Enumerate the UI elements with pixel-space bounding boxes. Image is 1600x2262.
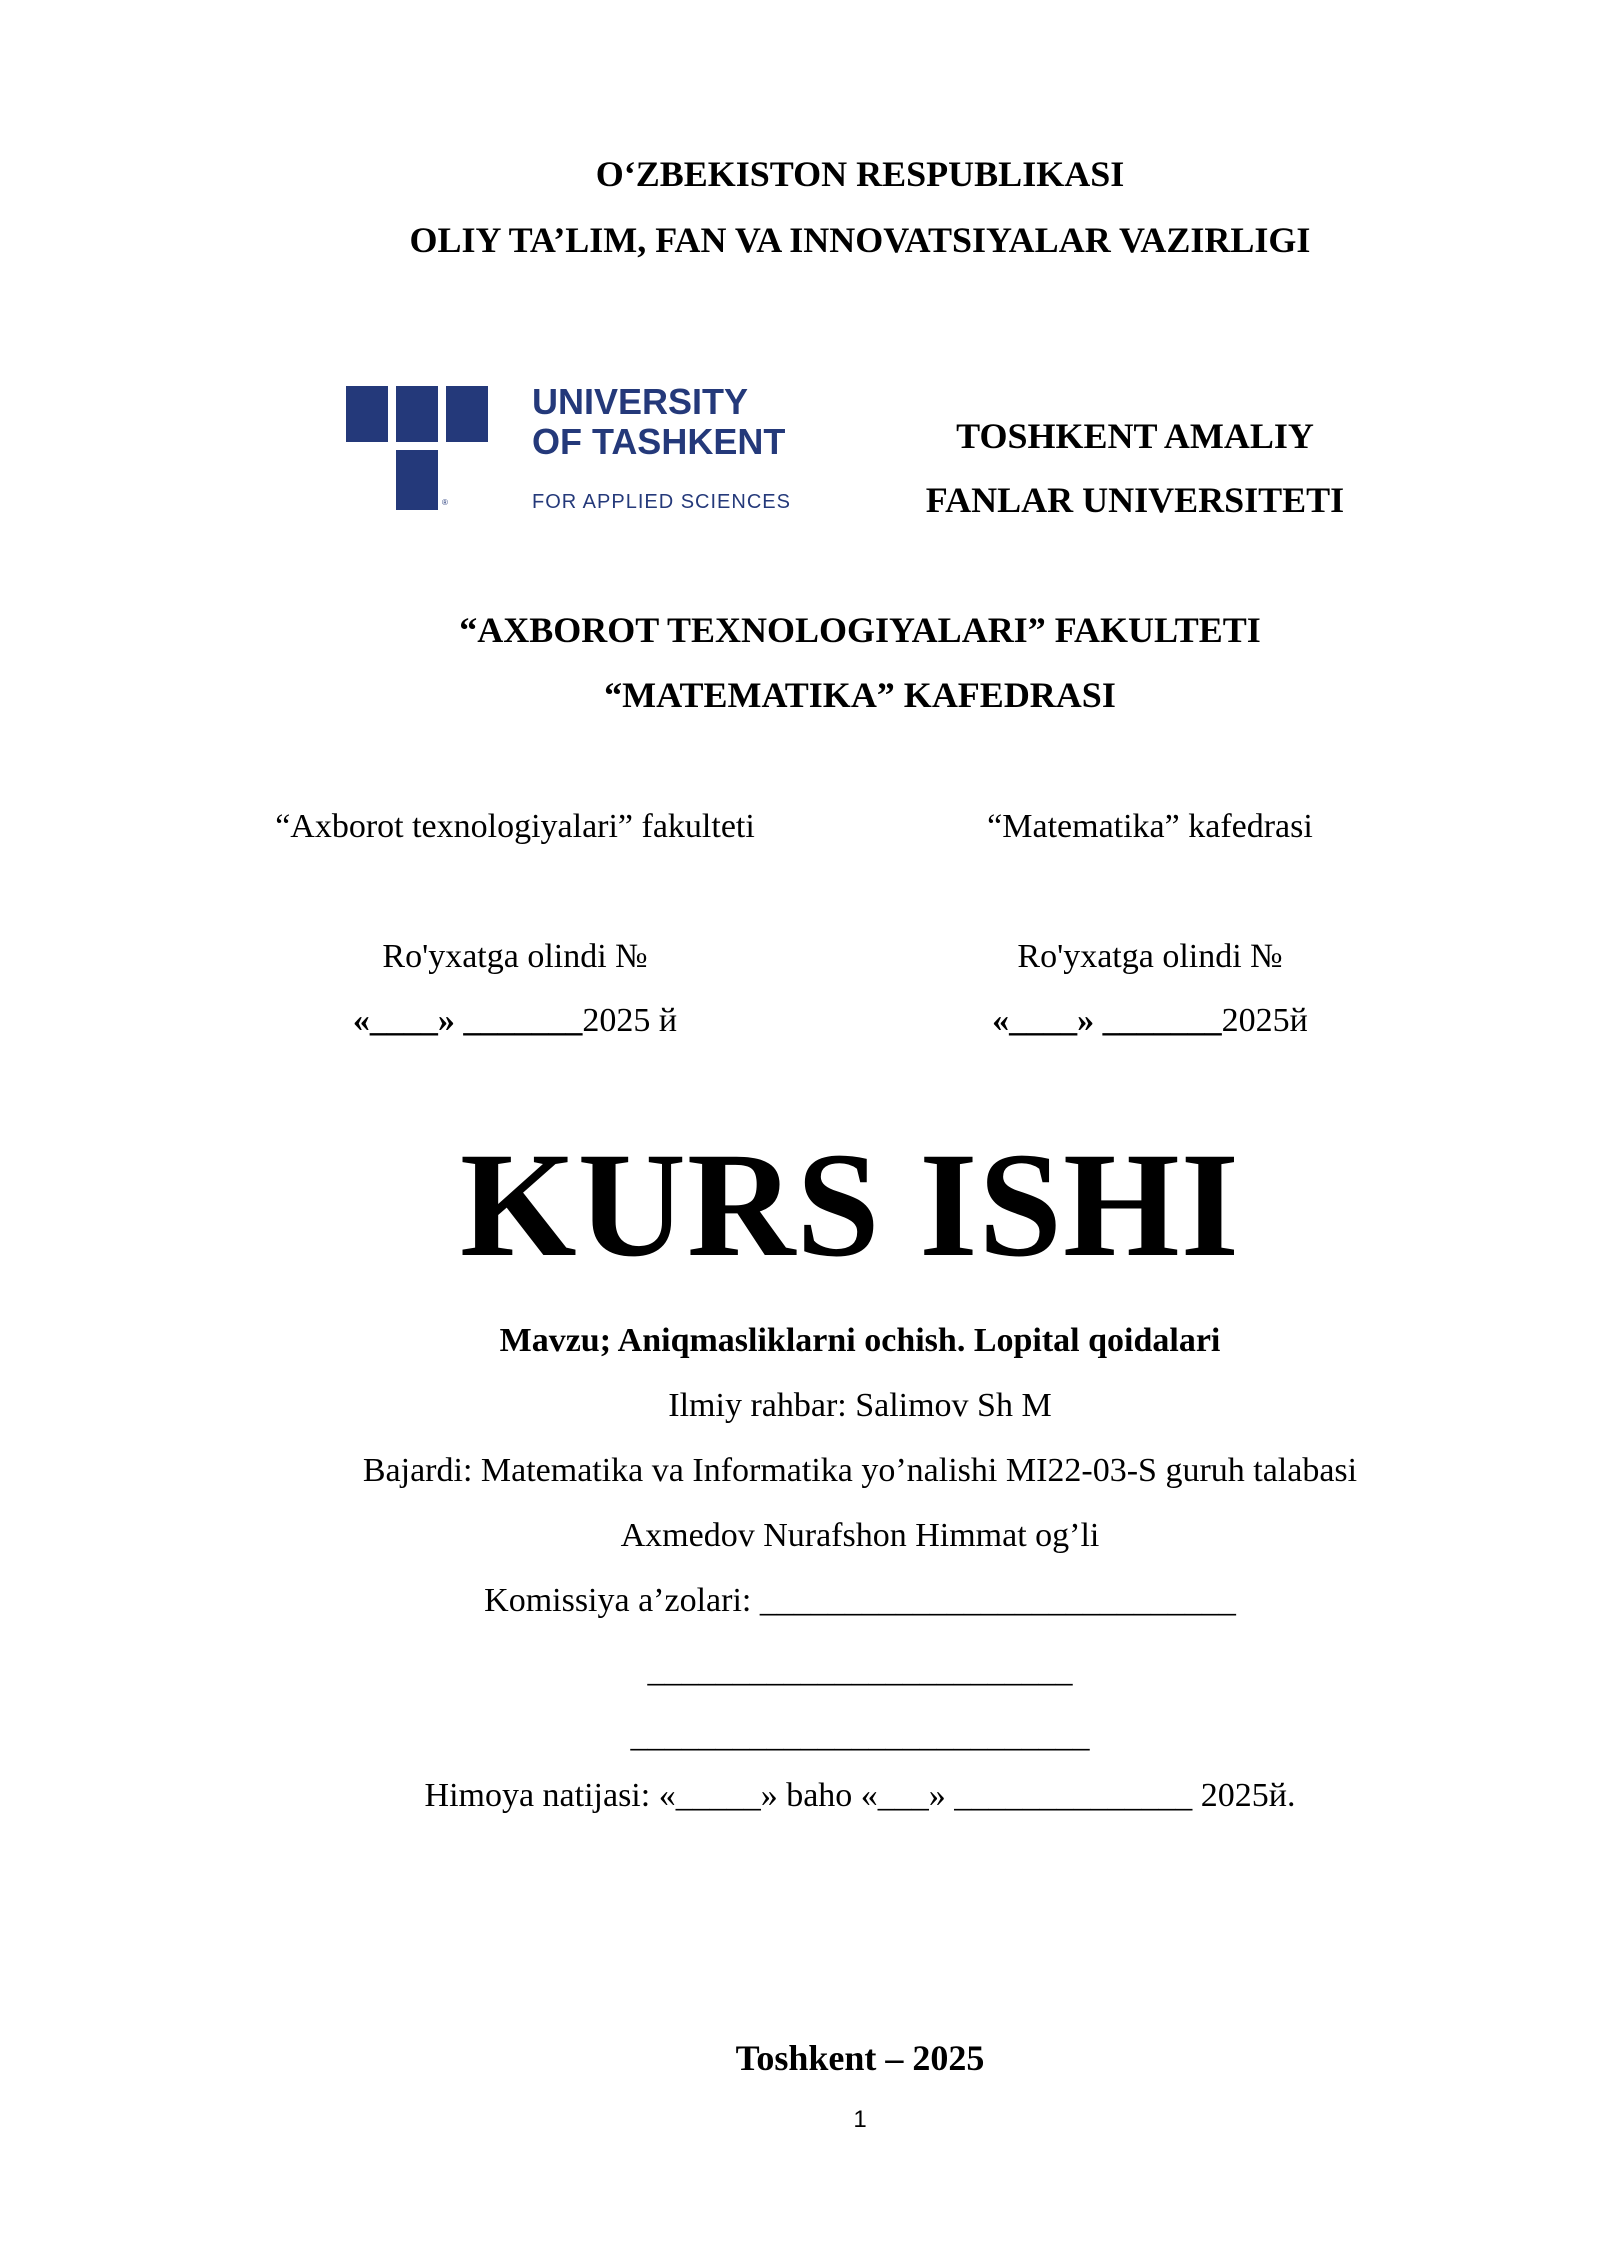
- date-day-blank: ____: [369, 1002, 438, 1039]
- registration-right-unit: “Matematika” kafedrasi: [987, 808, 1313, 845]
- registration-left-label: Ro'yxatga olindi №: [382, 938, 648, 975]
- performed-by: Bajardi: Matematika va Informatika yo’nalishi MI22-03-S guruh talabasi: [362, 1452, 1358, 1489]
- commission-members: Komissiya a’zolari: ____________________________: [484, 1582, 1236, 1619]
- supervisor: Ilmiy rahbar: Salimov Sh M: [668, 1387, 1052, 1424]
- logo-text-of-tashkent: OF TASHKENT: [532, 421, 786, 462]
- registration-left-date: [215, 1000, 815, 1042]
- date-close-quote: »: [1077, 1002, 1095, 1039]
- registration-right-date: [900, 1000, 1400, 1042]
- topic: Mavzu; Aniqmasliklarni ochish. Lopital qoidalari: [499, 1322, 1221, 1359]
- date-day-blank: ____: [1009, 1002, 1078, 1039]
- university-logo: [346, 381, 791, 516]
- commission-line-2: _________________________: [647, 1652, 1073, 1689]
- logo-registered-mark: ®: [442, 498, 448, 507]
- logo-square-1: [346, 386, 388, 442]
- faculty-name: “AXBOROT TEXNOLOGIYALARI” FAKULTETI: [459, 610, 1261, 650]
- logo-square-4: [396, 450, 438, 510]
- commission-line-3: ___________________________: [630, 1717, 1090, 1754]
- date-year: 2025 й: [582, 1002, 678, 1039]
- logo-text-university: UNIVERSITY: [532, 381, 749, 422]
- date-month-blank: _______: [1102, 1002, 1222, 1039]
- logo-square-2: [396, 386, 438, 442]
- registration-left-unit: “Axborot texnologiyalari” fakulteti: [275, 808, 755, 845]
- document-title: KURS ISHI: [459, 1122, 1241, 1288]
- date-open-quote: «: [992, 1002, 1010, 1039]
- department-name: “MATEMATIKA” KAFEDRASI: [604, 675, 1116, 715]
- registration-right-label: Ro'yxatga olindi №: [1017, 938, 1283, 975]
- date-open-quote: «: [352, 1002, 370, 1039]
- student-name: Axmedov Nurafshon Himmat og’li: [620, 1517, 1100, 1554]
- university-name-line-1: TOSHKENT AMALIY: [956, 416, 1314, 456]
- logo-text-applied-sciences: FOR APPLIED SCIENCES: [532, 491, 791, 513]
- header-line-2: OLIY TA’LIM, FAN VA INNOVATSIYALAR VAZIRLIGI: [409, 220, 1311, 260]
- page-number: 1: [853, 2106, 867, 2133]
- header-line-1: O‘ZBEKISTON RESPUBLIKASI: [595, 154, 1125, 194]
- date-year: 2025й: [1221, 1002, 1308, 1039]
- city-year: Toshkent – 2025: [735, 2038, 985, 2078]
- date-close-quote: »: [437, 1002, 455, 1039]
- logo-square-3: [446, 386, 488, 442]
- date-month-blank: _______: [463, 1002, 583, 1039]
- university-name-line-2: FANLAR UNIVERSITETI: [925, 480, 1345, 520]
- defense-result: Himoya natijasi: «_____» baho «___» ______________ 2025й.: [424, 1777, 1296, 1814]
